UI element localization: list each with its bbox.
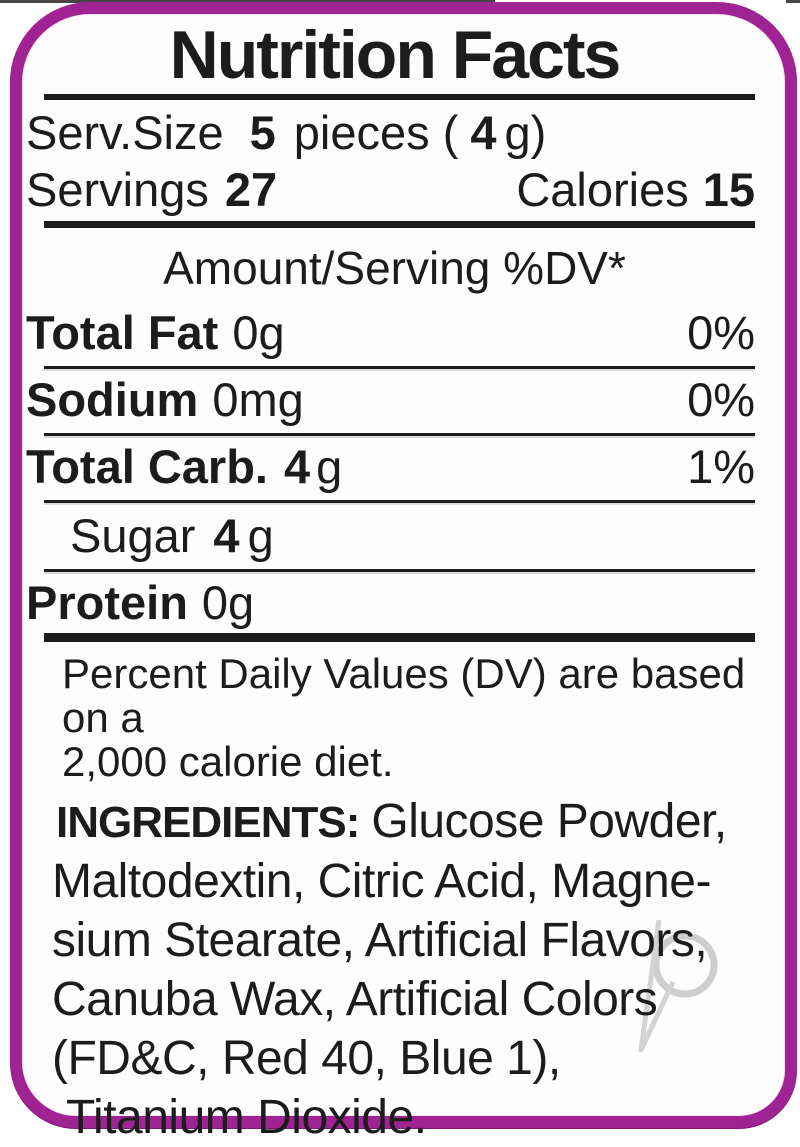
ingredients-line [52,792,755,852]
serving-size-line [26,108,755,158]
nutrient-row-sodium [26,375,755,425]
row-left [70,511,274,561]
servings-group [26,165,277,215]
row-divider [44,433,755,436]
nutrient-amount-unit: g [316,440,343,493]
ingredients-line: Maltodextin, Citric Acid, Magne- [52,855,711,908]
servings-label: Servings [26,163,209,216]
row-left [26,578,254,628]
ingredients-line: (FD&C, Red 40, Blue 1), [52,1032,561,1085]
row-divider [44,500,755,503]
servings-value: 27 [224,163,278,216]
row-left [26,375,304,425]
nutrient-label: Total Fat [26,306,219,359]
footer-divider [44,633,755,642]
nutrient-row-sugar [26,511,755,561]
nutrient-amount: 0g [232,306,285,359]
nutrition-facts-label [10,2,797,1144]
nutrient-amount: 4 [213,509,240,562]
ingredients-heading: INGREDIENTS: [56,798,360,847]
column-header: Amount/Serving %DV* [163,242,626,294]
label-content [22,14,785,1144]
scan-edge-artifact [786,0,800,3]
header-divider [44,221,755,228]
ingredients-line: Canuba Wax, Artificial Colors [52,973,658,1026]
nutrient-label: Sodium [26,373,199,426]
serving-size-value: 5 [249,106,276,159]
row-divider [44,366,755,369]
ingredients-paragraph [26,792,755,1147]
nutrient-label: Sugar [70,509,196,562]
servings-calories-line [26,165,755,215]
calories-group [516,165,755,215]
nutrient-label: Total Carb. [26,440,268,493]
nutrient-dv: 0% [687,373,755,426]
nutrient-amount: 0mg [212,373,304,426]
nutrient-dv: 0% [687,306,755,359]
nutrient-label: Protein [26,576,188,629]
dv-footnote [26,652,755,784]
serving-size-grams: 4 [470,106,497,159]
row-left [26,308,285,358]
serving-size-unit: pieces ( [293,106,459,159]
calories-value: 15 [702,163,755,216]
ingredients-line: sium Stearate, Artificial Flavors, [52,914,708,967]
label-title: Nutrition Facts [169,17,620,93]
ingredients-line: Titanium Dioxide. [66,1091,427,1144]
nutrient-amount: 0g [201,576,255,629]
serving-size-grams-unit: g) [504,106,547,159]
dv-footnote-line2: 2,000 calorie diet. [62,738,394,785]
calories-label: Calories [516,163,689,216]
nutrient-amount-unit: g [247,509,274,562]
title-divider [44,94,755,100]
nutrient-amount: 4 [283,440,311,493]
dv-footnote-line1: Percent Daily Values (DV) are based on a [62,650,746,741]
nutrient-row-total-carb [26,442,755,492]
nutrient-row-total-fat [26,308,755,358]
nutrient-dv: 1% [687,440,755,493]
ingredients-text: Glucose Powder, [371,795,727,848]
row-divider [44,569,755,572]
row-left [26,442,342,492]
serving-size-label: Serv.Size [26,106,224,159]
nutrient-row-protein [26,578,755,628]
